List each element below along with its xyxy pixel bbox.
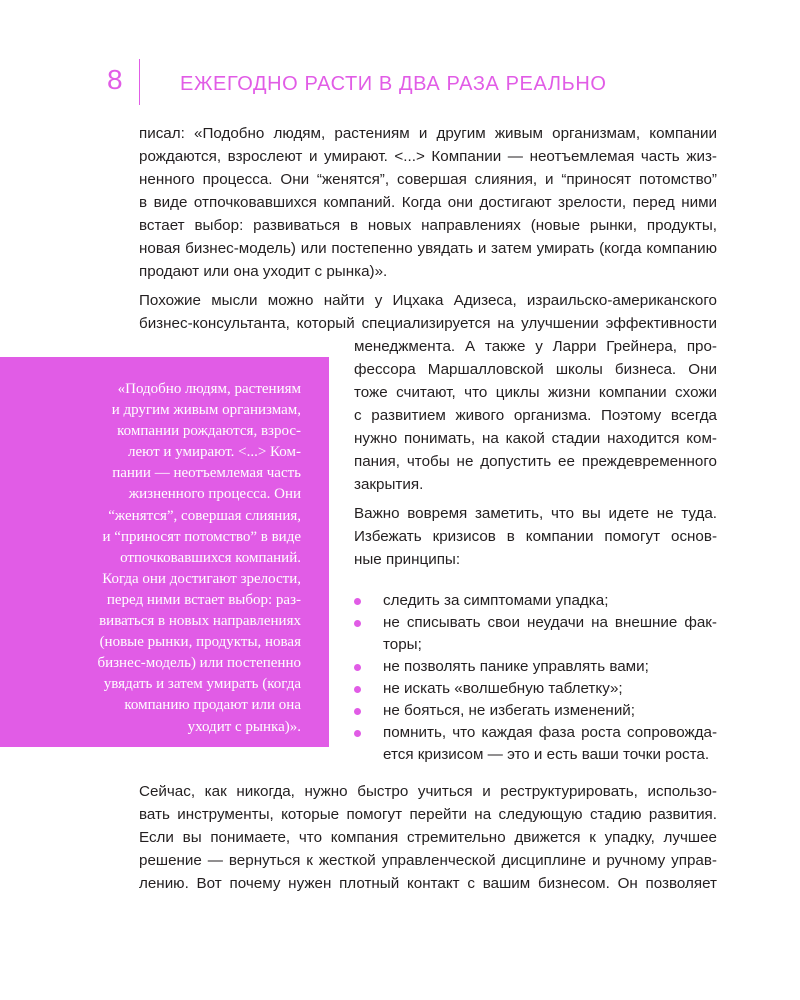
pullquote-line: «Подобно людям, растениям — [117, 381, 301, 397]
list-item — [354, 612, 717, 656]
pullquote-line: увядать и затем умирать (когда — [103, 676, 301, 693]
pullquote-line: перед ними встает выбор: раз- — [106, 591, 301, 608]
list-item — [354, 678, 717, 700]
pullquote-line: виваться в новых направлениях — [99, 613, 301, 630]
pullquote-line: и другим живым организмам, — [111, 402, 301, 419]
list-item-text: не бояться, не избегать изменений; — [383, 702, 636, 719]
list-item-text: не искать «волшебную таблетку»; — [383, 680, 623, 697]
text-line: фессора Маршалловской школы бизнеса. Они — [354, 361, 717, 378]
pullquote-line: компании рождаются, взрос- — [117, 423, 301, 440]
text-line: нужно понимать, на какой стадии находится ком- — [354, 430, 717, 447]
list-item-text: торы; — [383, 636, 422, 653]
pullquote-line: уходит с рынка)». — [187, 718, 301, 735]
bullet-dot-icon — [354, 664, 361, 671]
pullquote-line: “женятся”, совершая слияния, — [108, 507, 301, 524]
list-item-text: помнить, что каждая фаза роста сопровожда- — [383, 724, 717, 741]
text-line: ные принципы: — [354, 551, 461, 568]
bullet-dot-icon — [354, 598, 361, 605]
paragraph-restructure — [139, 780, 717, 895]
text-line: писал: «Подобно людям, растениям и другим живым организмам, компании — [139, 125, 717, 142]
pullquote-line: (новые рынки, продукты, новая — [99, 634, 301, 651]
text-line: новая бизнес-модель) или постепенно увядать и затем умирать (когда компанию — [139, 240, 717, 257]
bullet-dot-icon — [354, 708, 361, 715]
bullet-dot-icon — [354, 686, 361, 693]
text-line: пания, чтобы не допустить ее преждевременного — [354, 453, 717, 470]
pullquote-text — [48, 379, 301, 738]
text-line: менеджмента. А также у Ларри Грейнера, про- — [354, 338, 717, 355]
list-item-text: не списывать свои неудачи на внешние фак- — [383, 614, 717, 631]
text-line: рождаются, взрослеют и умирают. <...> Компании — неотъемлемая часть жиз- — [139, 148, 717, 165]
paragraph-adizes-column — [354, 335, 717, 496]
text-line: с развитием живого организма. Поэтому всегда — [354, 407, 717, 424]
principles-list — [354, 590, 717, 766]
header-divider — [139, 59, 140, 105]
text-line: решение — вернуться к жесткой управленческой дисциплине и ручному управ- — [139, 852, 717, 869]
text-line: Важно вовремя заметить, что вы идете не туда. — [354, 505, 717, 522]
text-line: встает выбор: развиваться в новых направлениях (новые рынки, продукты, — [139, 217, 717, 234]
text-line: закрытия. — [354, 476, 424, 493]
text-line: бизнес-консультанта, который специализируется на улучшении эффективности — [139, 315, 717, 332]
list-item — [354, 590, 717, 612]
text-line: Если вы понимаете, что компания стремительно движется к упадку, лучшее — [139, 829, 717, 846]
paragraph-principles-intro — [354, 502, 717, 571]
text-line: Избежать кризисов в компании помогут основ- — [354, 528, 717, 545]
list-item — [354, 722, 717, 766]
paragraph-adizes-wide — [139, 289, 717, 335]
pullquote-line: леют и умирают. <...> Ком- — [127, 444, 301, 461]
text-line: Сейчас, как никогда, нужно быстро учиться и реструктурировать, использо- — [139, 783, 717, 800]
list-item — [354, 700, 717, 722]
pullquote-line: жизненного процесса. Они — [128, 486, 301, 503]
pullquote-line: и “приносят потомство” в виде — [102, 528, 301, 545]
list-item — [354, 656, 717, 678]
list-item-text: ется кризисом — это и есть ваши точки роста. — [383, 746, 710, 763]
paragraph-intro-quote — [139, 122, 717, 283]
list-item-text: следить за симптомами упадка; — [383, 592, 609, 609]
text-line: ненного процесса. Они “женятся”, совершая слияния, и “приносят потомство” — [139, 171, 717, 188]
text-line: вать инструменты, которые помогут перейти на следующую стадию развития. — [139, 806, 717, 823]
running-title: ЕЖЕГОДНО РАСТИ В ДВА РАЗА РЕАЛЬНО — [180, 73, 607, 95]
text-line: Похожие мысли можно найти у Ицхака Адизеса, израильско-американского — [139, 292, 717, 309]
text-line: в виде отпочковавшихся компаний. Когда они достигают зрелости, перед ними — [139, 194, 717, 211]
page-number: 8 — [107, 64, 123, 95]
pullquote-line: отпочковавшихся компаний. — [120, 549, 301, 566]
bullet-dot-icon — [354, 730, 361, 737]
text-line: продают или она уходит с рынка)». — [139, 263, 388, 280]
text-line: тоже считают, что циклы жизни компании схожи — [354, 384, 717, 401]
list-item-text: не позволять панике управлять вами; — [383, 658, 649, 675]
text-line: лению. Вот почему нужен плотный контакт с вашим бизнесом. Он позволяет — [139, 875, 717, 892]
pullquote-line: Когда они достигают зрелости, — [102, 570, 301, 587]
bullet-dot-icon — [354, 620, 361, 627]
pullquote-line: бизнес-модель) или постепенно — [97, 655, 301, 672]
pullquote-line: компанию продают или она — [124, 697, 301, 714]
pullquote-line: пании — неотъемлемая часть — [112, 465, 301, 482]
